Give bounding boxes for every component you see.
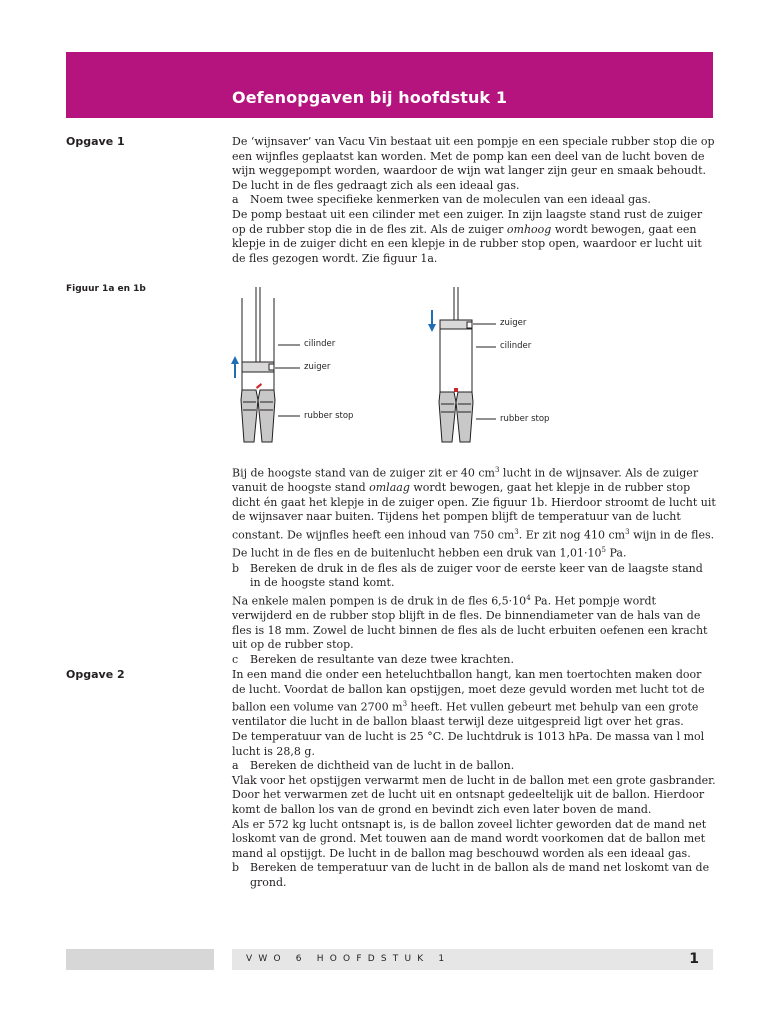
figure-label: Figuur 1a en 1b	[66, 284, 146, 294]
valve-a	[256, 383, 262, 389]
stop-b-right	[456, 392, 473, 442]
footer-chapter: VWO 6 HOOFDSTUK 1	[246, 954, 451, 964]
question-1a	[232, 193, 716, 208]
question-2a	[232, 759, 716, 774]
footer-left-block	[66, 949, 214, 970]
arrow-down	[428, 310, 436, 332]
label-rubber-stop-b: rubber stop	[500, 414, 550, 424]
label-zuiger-a: zuiger	[304, 362, 331, 372]
question-text: Bereken de temperatuur van de lucht in de ballon als de mand net loskomt van de grond.	[250, 861, 710, 889]
label-rubber-stop-a: rubber stop	[304, 411, 354, 421]
opgave-2-paragraph-3: Vlak voor het opstijgen verwarmt men de lucht in de ballon met een grote gasbrander. Door het verwarmen zet de lucht uit en ontsnapt gedeeltelijk uit de ballon. Hierdoor komt de ballon los van de grond en bevindt zich even later boven de mand.	[232, 773, 716, 816]
question-text: Noem twee specifieke kenmerken van de moleculen van een ideaal gas.	[250, 193, 651, 207]
opgave-1-intro: De ‘wijnsaver’ van Vacu Vin bestaat uit een pompje en een speciale rubber stop die op een wijnfles geplaatst kan worden. Met de pomp kan een deel van de lucht boven de wijn weggepompt worden, waardoor de wijn wat langer zijn geur en smaak behoudt. De lucht in de fles gedraagt zich als een ideaal gas.	[232, 135, 715, 192]
question-1b	[232, 562, 716, 591]
opgave-2-paragraph-2: De temperatuur van de lucht is 25 °C. De luchtdruk is 1013 hPa. De massa van l mol lucht is 28,8 g.	[232, 730, 705, 758]
question-letter: c	[232, 652, 239, 666]
stop-a-right	[258, 390, 275, 442]
opgave-1-text	[232, 135, 716, 266]
question-text: Bereken de druk in de fles als de zuiger voor de eerste keer van de laagste stand in de hoogste stand komt.	[250, 561, 703, 590]
question-letter: a	[232, 759, 239, 773]
opgave-2-text	[232, 668, 716, 891]
figure-1	[228, 282, 568, 452]
question-2b	[232, 861, 716, 890]
header-banner	[66, 52, 713, 118]
figure-1b	[439, 287, 496, 442]
opgave-1-paragraph-2: De pomp bestaat uit een cilinder met een zuiger. In zijn laagste stand rust de zuiger op de rubber stop die in de fles zit. Als de zuiger omhoog wordt bewogen, gaat een klepje in de zuiger dicht en een klepje in de rubber stop open, waardoor er lucht uit de fles gezogen wordt. Zie figuur 1a.	[232, 207, 703, 265]
label-cilinder-b: cilinder	[500, 341, 532, 351]
opgave-1-label: Opgave 1	[66, 135, 125, 148]
question-text: Bereken de dichtheid van de lucht in de ballon.	[250, 759, 515, 773]
opgave-1-paragraph-3: Bij de hoogste stand van de zuiger zit er 40 $cm^3$ lucht in de wijnsaver. Als de zuiger vanuit de hoogste stand omlaag wordt bewogen, gaat het klepje in de rubber stop dicht én gaat het klepje in de zuiger open. Zie figuur 1b. Hierdoor stroomt de lucht uit de wijnsaver naar buiten. Tijdens het pompen blijft de temperatuur van de lucht constant. De wijnfles heeft een inhoud van 750 $cm^3$. Er zit nog 410 $cm^3$ wijn in de fles. De lucht in de fles en de buitenlucht hebben een druk van $1,01\cdot 10^5$ Pa.	[232, 466, 716, 560]
opgave-1-paragraph-4: Na enkele malen pompen is de druk in de fles $6,5\cdot 10^4$ Pa. Het pompje wordt verwijderd en de rubber stop blijft in de fles. De binnendiameter van de hals van de fles is 18 mm. Zowel de lucht binnen de fles als de lucht erbuiten oefenen een kracht uit op de rubber stop.	[232, 593, 708, 652]
opgave-2-intro: In een mand die onder een heteluchtballon hangt, kan men toertochten maken door de lucht. Voordat de ballon kan opstijgen, moet deze gevuld worden met lucht tot de ballon een volume van 2700 $m^3$ heeft. Het vullen gebeurt met behulp van een grote ventilator die lucht in de ballon blaast terwijl deze uitgespreid ligt over het gras.	[232, 668, 705, 729]
wijnsaver-diagram	[228, 282, 568, 452]
figure-1a	[241, 287, 300, 442]
question-letter: a	[232, 193, 239, 207]
opgave-2-label: Opgave 2	[66, 668, 125, 681]
page-number: 1	[689, 951, 699, 967]
stop-a-left	[241, 390, 258, 442]
question-letter: b	[232, 861, 240, 875]
arrow-up	[231, 356, 239, 378]
question-text: Bereken de resultante van deze twee krachten.	[250, 652, 514, 666]
stop-b-left	[439, 392, 456, 442]
page-title: Oefenopgaven bij hoofdstuk 1	[232, 88, 508, 107]
question-1c	[232, 653, 716, 668]
valve-b	[454, 388, 458, 392]
footer	[232, 949, 713, 970]
opgave-1-continued	[232, 463, 716, 667]
opgave-2-paragraph-4: Als er 572 kg lucht ontsnapt is, is de ballon zoveel lichter geworden dat de mand net loskomt van de grond. Met touwen aan de mand wordt voorkomen dat de ballon met mand al opstijgt. De lucht in de ballon mag beschouwd worden als een ideaal gas.	[232, 817, 707, 860]
label-cilinder-a: cilinder	[304, 339, 336, 349]
question-letter: b	[232, 561, 240, 575]
label-zuiger-b: zuiger	[500, 318, 527, 328]
